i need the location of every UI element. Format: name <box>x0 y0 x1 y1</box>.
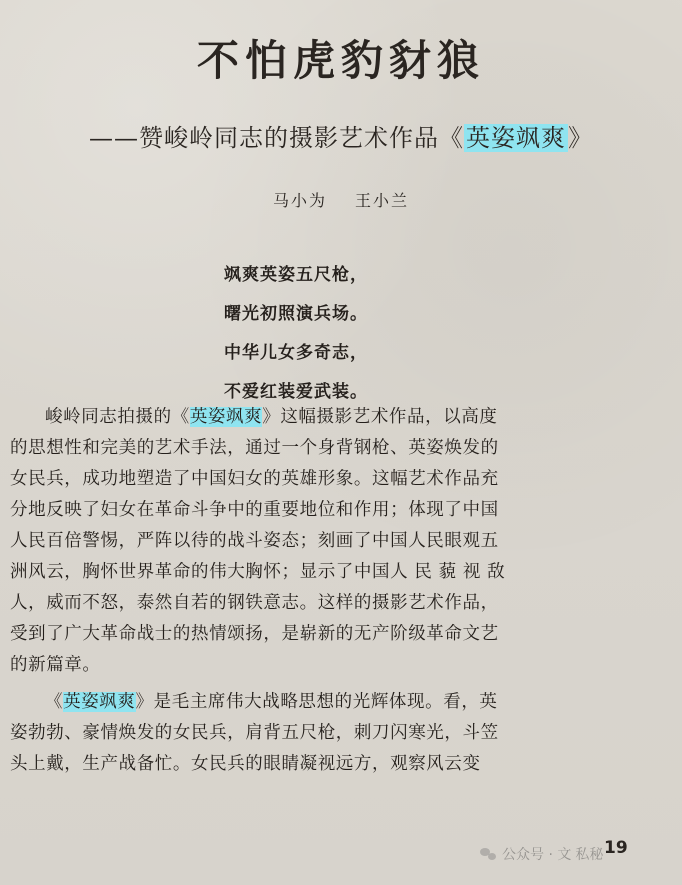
paragraph-line: 人，威而不怒，泰然自若的钢铁意志。这样的摄影艺术作品， <box>10 593 499 613</box>
watermark-tail: 私秘 <box>575 847 604 863</box>
subtitle-prefix: ——赞峻岭同志的摄影艺术作品《 <box>89 124 464 152</box>
poem-line: 曙光初照演兵场。 <box>224 304 368 324</box>
line-suffix: 》这幅摄影艺术作品，以高度 <box>262 407 498 427</box>
article-title: 不怕虎豹豺狼 <box>196 36 485 85</box>
poem-line: 不爱红装爱武装。 <box>224 382 368 402</box>
paragraph-line <box>10 687 650 718</box>
watermark <box>480 844 603 864</box>
poem-block <box>224 256 484 412</box>
highlighted-title: 英姿飒爽 <box>189 407 263 427</box>
article-subtitle <box>0 118 682 153</box>
paragraph-line: 头上戴，生产战备忙。女民兵的眼睛凝视远方，观察风云变 <box>10 754 481 774</box>
watermark-text: 公众号 · 文 <box>502 847 572 863</box>
paragraph-line <box>10 402 650 433</box>
wechat-icon <box>480 847 498 861</box>
line-suffix: 》是毛主席伟大战略思想的光辉体现。看，英 <box>135 692 498 712</box>
poem-line: 中华儿女多奇志， <box>224 343 368 363</box>
paragraph-line: 女民兵，成功地塑造了中国妇女的英雄形象。这幅艺术作品充 <box>10 469 499 489</box>
paragraph-line: 的思想性和完美的艺术手法，通过一个身背钢枪、英姿焕发的 <box>10 438 499 458</box>
paragraph-line: 的新篇章。 <box>10 655 101 675</box>
line-prefix: 峻岭同志拍摄的《 <box>45 407 190 427</box>
paragraph-line: 分地反映了妇女在革命斗争中的重要地位和作用；体现了中国 <box>10 500 499 520</box>
paragraph-line: 姿勃勃、豪情焕发的女民兵，肩背五尺枪，刺刀闪寒光，斗笠 <box>10 723 499 743</box>
author-name: 王小兰 <box>355 191 410 210</box>
line-prefix: 《 <box>45 692 64 712</box>
page-number: 19 <box>604 838 628 858</box>
subtitle-highlight: 英姿飒爽 <box>466 124 566 152</box>
paragraph-1 <box>10 402 650 681</box>
highlighted-title: 英姿飒爽 <box>63 692 136 712</box>
paragraph-line: 洲风云，胸怀世界革命的伟大胸怀；显示了中国人 民 藐 视 敌 <box>10 562 506 582</box>
paragraph-2 <box>10 687 650 780</box>
paragraph-line: 受到了广大革命战士的热情颂扬，是崭新的无产阶级革命文艺 <box>10 624 499 644</box>
paragraph-line: 人民百倍警惕，严阵以待的战斗姿态；刻画了中国人民眼观五 <box>10 531 499 551</box>
poem-line: 飒爽英姿五尺枪， <box>224 265 368 285</box>
author-name: 马小为 <box>272 191 327 210</box>
authors-line <box>0 188 682 211</box>
subtitle-suffix: 》 <box>568 124 593 152</box>
article-body <box>10 402 650 786</box>
